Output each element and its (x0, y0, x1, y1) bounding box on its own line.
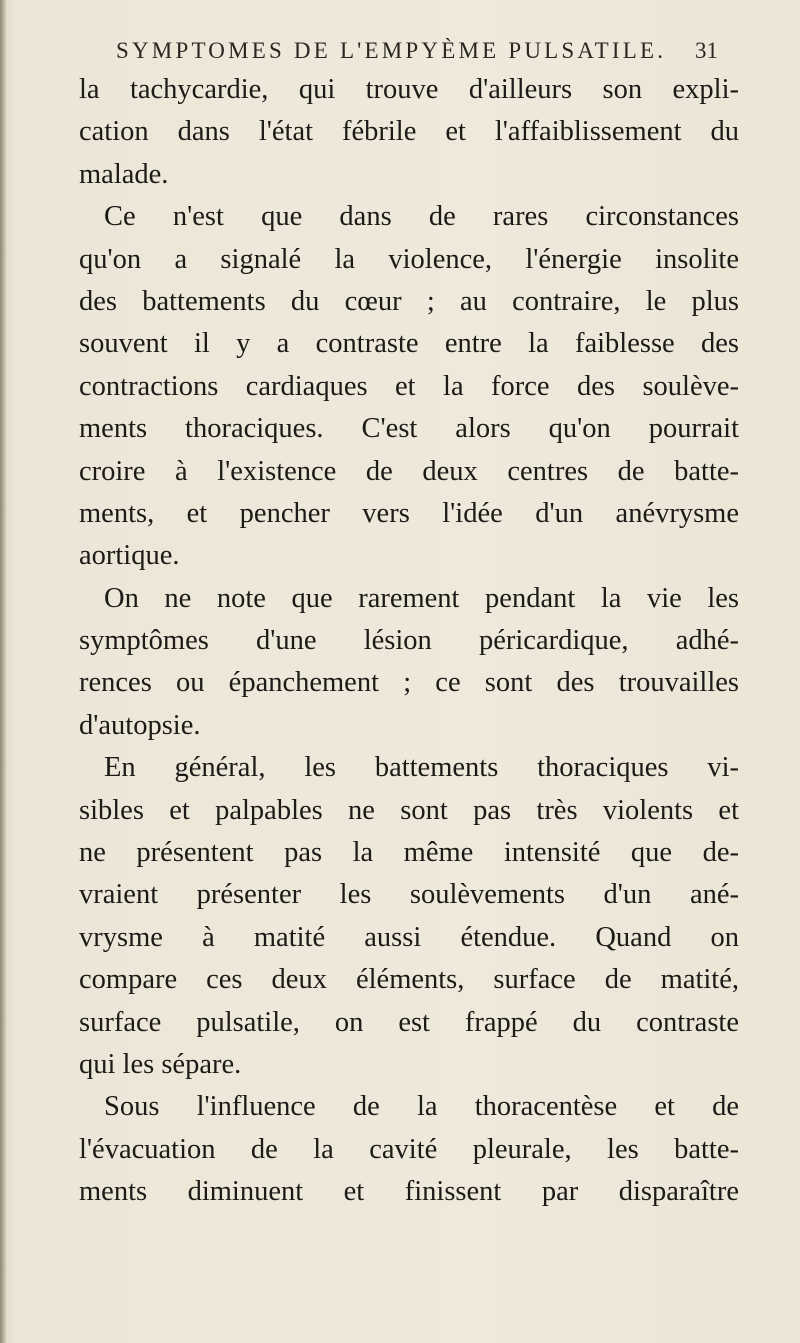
text-line: souvent il y a contraste entre la faiblesse des (79, 328, 739, 360)
text-line: ments, et pencher vers l'idée d'un anévrysme (79, 497, 739, 529)
text-line: cation dans l'état fébrile et l'affaiblissement du (79, 116, 739, 148)
text-line: ments thoraciques. C'est alors qu'on pourrait (79, 413, 739, 445)
running-head (116, 38, 716, 64)
text-line: On ne note que rarement pendant la vie les (104, 582, 739, 614)
text-line: En général, les battements thoraciques vi- (104, 752, 739, 784)
text-line: l'évacuation de la cavité pleurale, les batte- (79, 1133, 739, 1165)
text-line: contractions cardiaques et la force des soulève- (79, 370, 739, 402)
text-line: symptômes d'une lésion péricardique, adhé- (79, 625, 739, 657)
text-line: aortique. (79, 540, 180, 572)
text-line: la tachycardie, qui trouve d'ailleurs son expli- (79, 74, 739, 105)
text-line: ments diminuent et finissent par disparaître (79, 1176, 739, 1208)
text-line: des battements du cœur ; au contraire, le plus (79, 285, 739, 317)
text-line: qu'on a signalé la violence, l'énergie insolite (79, 243, 739, 275)
text-line: sibles et palpables ne sont pas très violents et (79, 794, 739, 826)
text-line: rences ou épanchement ; ce sont des trouvailles (79, 667, 739, 699)
text-line: Sous l'influence de la thoracentèse et de (104, 1091, 739, 1123)
text-line: compare ces deux éléments, surface de matité, (79, 964, 739, 996)
text-line: malade. (79, 158, 169, 190)
page-binding-edge (0, 0, 6, 1343)
text-line: vraient présenter les soulèvements d'un ané- (79, 879, 739, 911)
body-text (79, 69, 739, 1214)
running-head-title: SYMPTOMES DE L'EMPYÈME PULSATILE. (116, 38, 667, 63)
text-line: d'autopsie. (79, 709, 201, 741)
text-line: croire à l'existence de deux centres de batte- (79, 455, 739, 487)
text-line: vrysme à matité aussi étendue. Quand on (79, 921, 739, 953)
text-line: ne présentent pas la même intensité que de- (79, 837, 739, 869)
text-line: surface pulsatile, on est frappé du contraste (79, 1006, 739, 1038)
text-line: qui les sépare. (79, 1048, 242, 1080)
text-line: Ce n'est que dans de rares circonstances (104, 201, 739, 233)
page-number: 31 (695, 38, 718, 63)
